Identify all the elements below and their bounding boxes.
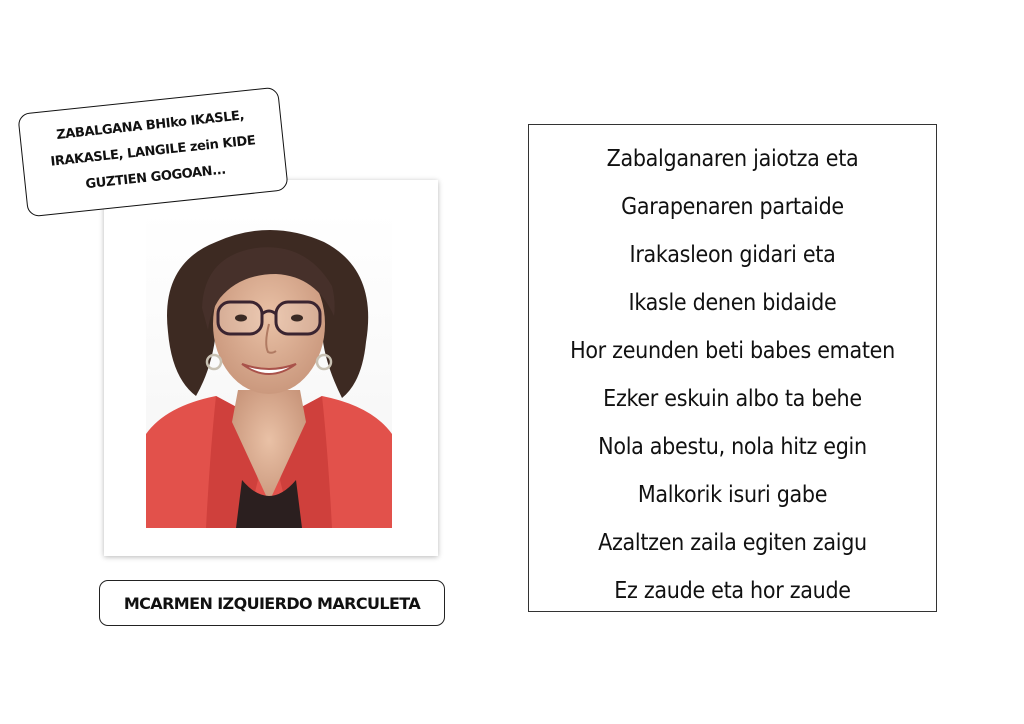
callout-line: ZABALGANA BHIko IKASLE,: [55, 108, 245, 143]
poem-line: Nola abestu, nola hitz egin: [598, 434, 867, 460]
poem-line: Zabalganaren jaiotza eta: [606, 146, 859, 172]
person-name: MCARMEN IZQUIERDO MARCULETA: [123, 593, 421, 613]
poem-line: Ezker eskuin albo ta behe: [603, 386, 862, 412]
poem-line: Garapenaren partaide: [621, 194, 844, 220]
portrait-photo: [146, 212, 392, 528]
poem-box: [528, 124, 937, 612]
poem-line: Hor zeunden beti babes ematen: [570, 338, 895, 364]
callout-line: GUZTIEN GOGOAN...: [84, 162, 227, 193]
poem-line: Irakasleon gidari eta: [629, 242, 836, 268]
poem-line: Malkorik isuri gabe: [637, 482, 828, 508]
photo-frame: [104, 180, 438, 556]
name-label-box: [99, 580, 445, 626]
poem-line: Ez zaude eta hor zaude: [614, 578, 851, 604]
callout-line: IRAKASLE, LANGILE zein KIDE: [49, 133, 257, 170]
poem-line: Azaltzen zaila egiten zaigu: [598, 530, 867, 556]
poem-line: Ikasle denen bidaide: [628, 290, 837, 316]
